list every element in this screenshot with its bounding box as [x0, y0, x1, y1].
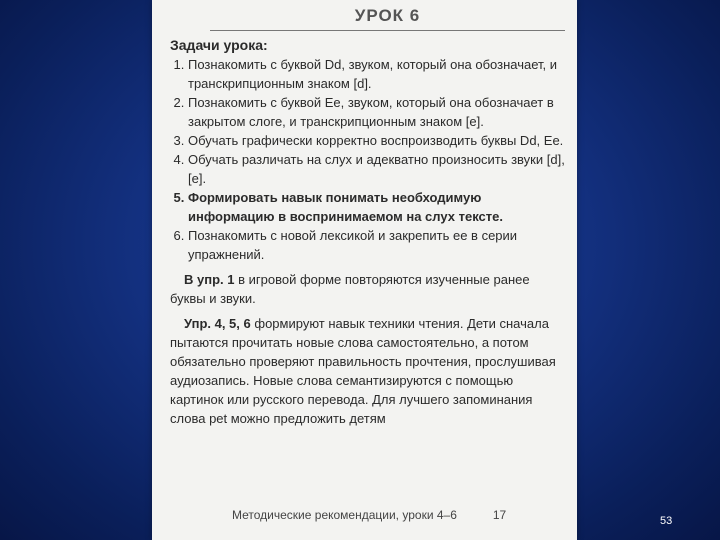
tasks-list [170, 55, 565, 264]
paragraph-exercise-1 [170, 270, 565, 308]
paragraph-exercises-4-6 [170, 314, 565, 428]
task-item: 4. Обучать различать на слух и адекватно произносить звуки [d], [e]. [188, 150, 565, 188]
paragraph-text: в игровой форме повторяются изученные ранее буквы и звуки. [170, 272, 530, 306]
paragraph-lead: В упр. 1 [184, 272, 235, 287]
scanned-book-page [152, 0, 577, 540]
task-item: 6. Познакомить с новой лексикой и закрепить ее в серии упражнений. [188, 226, 565, 264]
footer-text: Методические рекомендации, уроки 4–6 [232, 508, 457, 522]
paragraph-lead: Упр. 4, 5, 6 [184, 316, 251, 331]
tasks-heading: Задачи урока: [170, 37, 268, 53]
slide-number: 53 [660, 515, 673, 527]
task-item: 2. Познакомить с буквой Ee, звуком, который она обозначает в закрытом слоге, и транскрипционным знаком [e]. [188, 93, 565, 131]
page-content [170, 6, 565, 428]
page-footer [232, 508, 506, 522]
task-item: 3. Обучать графически корректно воспроизводить буквы Dd, Ee. [188, 131, 565, 150]
task-item: 5. Формировать навык понимать необходимую информацию в воспринимаемом на слух тексте. [188, 188, 565, 226]
lesson-title: УРОК 6 [210, 6, 565, 31]
paragraph-text: формируют навык техники чтения. Дети сначала пытаются прочитать новые слова самостоятельно, а потом обязательно проверяют правильность прочтения, прослушивая аудиозапись. Новые слова семантизируются с помощью картинок или русского перевода. Для лучшего запоминания слова pet можно предложить детям [170, 316, 556, 426]
page-number: 17 [492, 508, 507, 522]
task-item: 1. Познакомить с буквой Dd, звуком, который она обозначает, и транскрипционным знаком [d]. [188, 55, 565, 93]
